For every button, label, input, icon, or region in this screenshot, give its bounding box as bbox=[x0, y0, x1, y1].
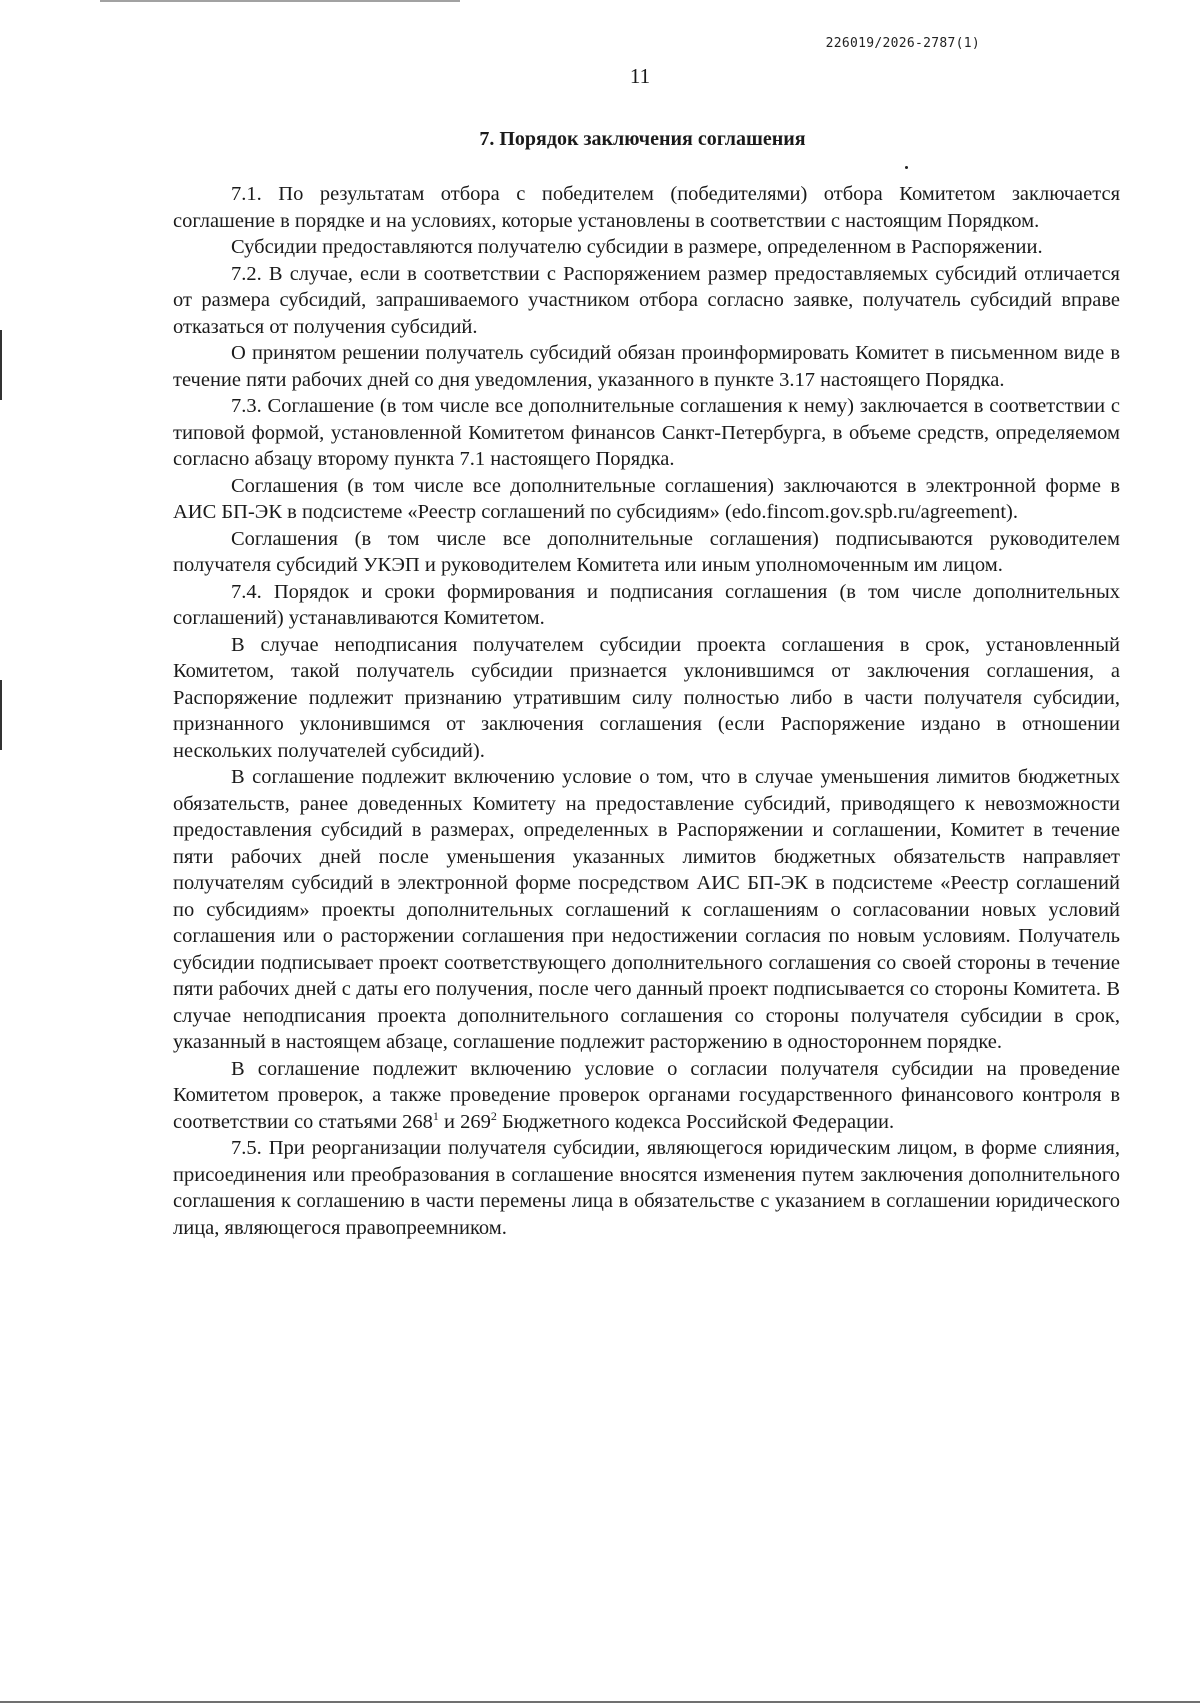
document-body bbox=[173, 181, 1120, 1241]
paragraph-text: Бюджетного кодекса Российской Федерации. bbox=[496, 1110, 895, 1133]
margin-speck bbox=[0, 330, 2, 400]
page-number: 11 bbox=[629, 64, 651, 88]
superscript: 1 bbox=[432, 1108, 439, 1123]
paragraph-7-5: 7.5. При реорганизации получателя субсидии, являющегося юридическим лицом, в форме слияния, присоединения или преобразования в соглашение вносятся изменения путем заключения дополнительного соглашения к соглашению в части перемены лица в обязательстве с указанием в соглашении юридического лица, являющегося правопреемником. bbox=[173, 1137, 1120, 1239]
paragraph-text: В соглашение подлежит включению условие о согласии получателя субсидии на проведение Комитетом проверок, а также проведение проверок органами государственного финансового контроля в соответствии со статьями 268 bbox=[173, 1057, 1120, 1133]
paragraph: В случае неподписания получателем субсидии проекта соглашения в срок, установленный Комитетом, такой получатель субсидии признается уклонившимся от заключения соглашения, а Распоряжение подлежит признанию утратившим силу полностью либо в части получателя субсидии, признанного уклонившимся от заключения соглашения (если Распоряжение издано в отношении нескольких получателей субсидий). bbox=[173, 633, 1120, 762]
paragraph-7-2: 7.2. В случае, если в соответствии с Распоряжением размер предоставляемых субсидий отличается от размера субсидий, запрашиваемого участником отбора согласно заявке, получатель субсидий вправе отказаться от получения субсидий. bbox=[173, 262, 1120, 338]
superscript: 2 bbox=[490, 1108, 497, 1123]
paragraph: Субсидии предоставляются получателю субсидии в размере, определенном в Распоряжении. bbox=[231, 236, 1043, 258]
scan-edge-bottom bbox=[0, 1701, 1200, 1703]
paragraph: Соглашения (в том числе все дополнительные соглашения) подписываются руководителем получателя субсидий УКЭП и руководителем Комитета или иным уполномоченным им лицом. bbox=[173, 527, 1120, 576]
document-registration-number: 226019/2026-2787(1) bbox=[825, 36, 980, 51]
paragraph: Соглашения (в том числе все дополнительные соглашения) заключаются в электронной форме в АИС БП-ЭК в подсистеме «Реестр соглашений по субсидиям» (edo.fincom.gov.spb.ru/agreement). bbox=[173, 474, 1120, 523]
paragraph-budget-code-refs bbox=[173, 1056, 1120, 1136]
paragraph: О принятом решении получатель субсидий обязан проинформировать Комитет в письменном виде в течение пяти рабочих дней со дня уведомления, указанного в пункте 3.17 настоящего Порядка. bbox=[173, 342, 1120, 391]
section-title-text: Порядок заключения соглашения bbox=[499, 128, 806, 150]
margin-speck bbox=[0, 680, 2, 750]
paragraph: В соглашение подлежит включению условие о том, что в случае уменьшения лимитов бюджетных обязательств, ранее доведенных Комитету на предоставление субсидий, приводящего к невозможности предоставления субсидий в размерах, определенных в Распоряжении и соглашении, Комитет в течение пяти рабочих дней после уменьшения указанных лимитов бюджетных обязательств направляет получателям субсидий в электронной форме посредством АИС БП-ЭК в подсистеме «Реестр соглашений по субсидиям» проекты дополнительных соглашений к соглашениям о согласовании новых условий соглашения или о расторжении соглашения при недостижении согласия по новым условиям. Получатель субсидии подписывает проект соответствующего дополнительного соглашения со своей стороны в течение пяти рабочих дней с даты его получения, после чего данный проект подписывается со стороны Комитета. В случае неподписания проекта дополнительного соглашения со стороны получателя субсидии в срок, указанный в настоящем абзаце, соглашение подлежит расторжению в одностороннем порядке. bbox=[173, 766, 1120, 1053]
paragraph-7-1: 7.1. По результатам отбора с победителем (победителями) отбора Комитетом заключается соглашение в порядке и на условиях, которые установлены в соответствии с настоящим Порядком. bbox=[173, 183, 1120, 232]
scan-edge-top bbox=[100, 0, 460, 2]
paragraph-7-3: 7.3. Соглашение (в том числе все дополнительные соглашения к нему) заключается в соответствии с типовой формой, установленной Комитетом финансов Санкт-Петербурга, в объеме средств, определяемом согласно абзацу второму пункта 7.1 настоящего Порядка. bbox=[173, 395, 1120, 470]
section-title bbox=[0, 128, 1200, 151]
section-number: 7. bbox=[479, 128, 495, 150]
scan-speck bbox=[905, 166, 908, 169]
paragraph-text: и 269 bbox=[438, 1110, 491, 1133]
paragraph-7-4: 7.4. Порядок и сроки формирования и подписания соглашения (в том числе дополнительных соглашений) устанавливаются Комитетом. bbox=[173, 580, 1120, 629]
